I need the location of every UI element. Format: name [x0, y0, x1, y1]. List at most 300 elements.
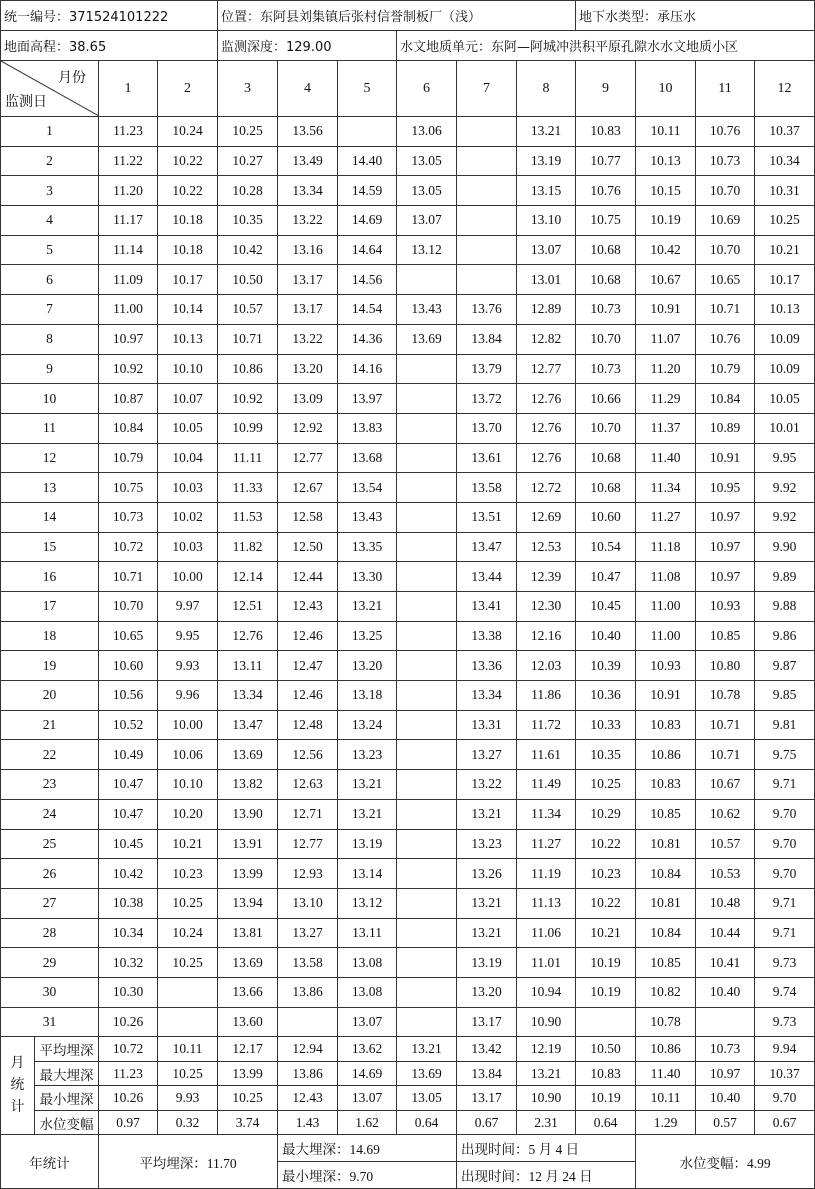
day-label: 27 [1, 888, 99, 918]
depth-cell: 10.15 [636, 176, 696, 206]
depth-cell: 10.86 [636, 740, 696, 770]
stat-cell: 13.21 [517, 1061, 576, 1086]
depth-cell: 14.64 [338, 235, 397, 265]
depth-cell: 12.76 [517, 413, 576, 443]
depth-cell: 10.57 [218, 295, 278, 325]
day-label: 3 [1, 176, 99, 206]
depth-cell [397, 740, 457, 770]
depth-cell [457, 265, 517, 295]
depth-cell: 9.81 [755, 710, 815, 740]
table-row [1, 146, 815, 176]
annual-max: 最大埋深：14.69 [278, 1135, 457, 1162]
table-row [1, 206, 815, 236]
depth-cell: 13.72 [457, 384, 517, 414]
depth-cell: 10.71 [696, 295, 755, 325]
depth-cell: 10.23 [158, 859, 218, 889]
table-row [1, 443, 815, 473]
depth-cell: 10.84 [636, 918, 696, 948]
stat-cell: 13.86 [278, 1061, 338, 1086]
depth-cell: 14.16 [338, 354, 397, 384]
day-label: 8 [1, 324, 99, 354]
depth-cell: 13.20 [338, 651, 397, 681]
day-label: 25 [1, 829, 99, 859]
depth-cell: 13.21 [457, 888, 517, 918]
stat-cell: 12.94 [278, 1037, 338, 1062]
depth-cell [397, 592, 457, 622]
depth-cell: 11.40 [636, 443, 696, 473]
depth-cell: 13.22 [278, 206, 338, 236]
depth-cell: 12.76 [517, 443, 576, 473]
depth-cell: 10.24 [158, 117, 218, 147]
depth-cell: 13.27 [278, 918, 338, 948]
depth-cell: 13.94 [218, 888, 278, 918]
depth-cell: 13.34 [278, 176, 338, 206]
day-label: 4 [1, 206, 99, 236]
depth-cell: 13.07 [517, 235, 576, 265]
depth-cell: 10.47 [99, 799, 158, 829]
stat-cell: 10.26 [99, 1086, 158, 1111]
depth-cell: 13.17 [278, 265, 338, 295]
groundwater-type: 地下水类型：承压水 [576, 1, 815, 31]
depth-cell: 11.86 [517, 681, 576, 711]
depth-cell: 10.85 [636, 948, 696, 978]
month-header-row [1, 61, 815, 117]
depth-cell: 13.19 [517, 146, 576, 176]
depth-cell: 13.21 [457, 799, 517, 829]
depth-cell: 13.22 [457, 770, 517, 800]
depth-cell: 10.97 [99, 324, 158, 354]
table-row [1, 502, 815, 532]
day-label: 22 [1, 740, 99, 770]
stat-cell: 10.83 [576, 1061, 636, 1086]
depth-cell: 13.86 [278, 977, 338, 1007]
stat-label: 平均埋深 [35, 1037, 99, 1062]
depth-cell: 11.34 [636, 473, 696, 503]
depth-cell: 10.83 [636, 770, 696, 800]
stat-cell: 13.69 [397, 1061, 457, 1086]
depth-cell: 9.75 [755, 740, 815, 770]
depth-cell: 9.73 [755, 1007, 815, 1037]
stat-cell: 9.94 [755, 1037, 815, 1062]
depth-cell: 9.93 [158, 651, 218, 681]
depth-cell: 10.28 [218, 176, 278, 206]
day-label: 6 [1, 265, 99, 295]
depth-cell: 13.12 [397, 235, 457, 265]
depth-cell: 10.02 [158, 502, 218, 532]
depth-cell: 11.27 [636, 502, 696, 532]
depth-cell: 11.09 [99, 265, 158, 295]
depth-cell: 14.69 [338, 206, 397, 236]
depth-cell: 9.71 [755, 918, 815, 948]
table-row [1, 265, 815, 295]
depth-cell: 12.56 [278, 740, 338, 770]
depth-cell: 12.50 [278, 532, 338, 562]
depth-cell: 9.70 [755, 829, 815, 859]
depth-cell: 10.41 [696, 948, 755, 978]
depth-cell: 10.84 [99, 413, 158, 443]
depth-cell: 13.11 [218, 651, 278, 681]
depth-cell: 13.25 [338, 621, 397, 651]
depth-cell: 12.77 [278, 829, 338, 859]
depth-cell: 14.54 [338, 295, 397, 325]
depth-cell [397, 413, 457, 443]
depth-cell [457, 235, 517, 265]
depth-cell [278, 1007, 338, 1037]
monthly-stat-row [1, 1037, 815, 1062]
depth-cell: 13.83 [338, 413, 397, 443]
depth-cell: 11.53 [218, 502, 278, 532]
table-row [1, 176, 815, 206]
depth-cell: 13.14 [338, 859, 397, 889]
depth-cell: 10.60 [576, 502, 636, 532]
depth-cell: 13.70 [457, 413, 517, 443]
stat-cell: 10.97 [696, 1061, 755, 1086]
depth-cell: 13.58 [278, 948, 338, 978]
depth-cell: 11.13 [517, 888, 576, 918]
depth-cell: 10.07 [158, 384, 218, 414]
depth-cell: 10.70 [696, 176, 755, 206]
depth-cell: 10.72 [99, 532, 158, 562]
depth-cell: 12.77 [517, 354, 576, 384]
depth-cell: 10.42 [99, 859, 158, 889]
depth-cell: 10.40 [696, 977, 755, 1007]
depth-cell: 9.71 [755, 770, 815, 800]
depth-cell: 10.71 [696, 740, 755, 770]
corner-header-cell [1, 61, 99, 117]
depth-cell: 10.73 [576, 295, 636, 325]
depth-cell: 13.90 [218, 799, 278, 829]
stat-cell: 9.70 [755, 1086, 815, 1111]
table-row [1, 829, 815, 859]
depth-cell: 11.20 [99, 176, 158, 206]
depth-cell: 13.44 [457, 562, 517, 592]
depth-cell: 13.21 [457, 918, 517, 948]
table-row [1, 473, 815, 503]
depth-cell: 9.96 [158, 681, 218, 711]
depth-cell: 11.19 [517, 859, 576, 889]
depth-cell [397, 502, 457, 532]
depth-cell: 10.91 [636, 681, 696, 711]
depth-cell: 10.00 [158, 562, 218, 592]
stat-cell: 14.69 [338, 1061, 397, 1086]
depth-cell: 14.56 [338, 265, 397, 295]
depth-cell: 13.69 [218, 740, 278, 770]
depth-cell: 12.14 [218, 562, 278, 592]
day-label: 26 [1, 859, 99, 889]
depth-cell: 10.84 [636, 859, 696, 889]
depth-cell: 10.13 [636, 146, 696, 176]
depth-cell: 13.68 [338, 443, 397, 473]
depth-cell: 10.03 [158, 473, 218, 503]
depth-cell: 10.60 [99, 651, 158, 681]
depth-cell: 10.78 [636, 1007, 696, 1037]
depth-cell: 13.61 [457, 443, 517, 473]
stat-cell: 0.97 [99, 1110, 158, 1135]
depth-cell: 11.27 [517, 829, 576, 859]
depth-cell: 11.06 [517, 918, 576, 948]
depth-cell: 11.61 [517, 740, 576, 770]
depth-cell: 10.19 [636, 206, 696, 236]
month-header-2: 2 [158, 61, 218, 117]
depth-cell: 10.62 [696, 799, 755, 829]
depth-cell: 10.68 [576, 265, 636, 295]
depth-cell: 12.82 [517, 324, 576, 354]
depth-cell: 10.49 [99, 740, 158, 770]
depth-cell: 13.07 [397, 206, 457, 236]
day-label: 16 [1, 562, 99, 592]
day-label: 5 [1, 235, 99, 265]
depth-cell: 10.50 [218, 265, 278, 295]
depth-cell: 13.16 [278, 235, 338, 265]
depth-cell: 13.79 [457, 354, 517, 384]
depth-cell: 9.74 [755, 977, 815, 1007]
depth-cell: 13.58 [457, 473, 517, 503]
depth-cell: 13.82 [218, 770, 278, 800]
month-header-9: 9 [576, 61, 636, 117]
depth-cell: 10.24 [158, 918, 218, 948]
table-row [1, 592, 815, 622]
depth-cell: 10.78 [696, 681, 755, 711]
stat-cell: 13.42 [457, 1037, 517, 1062]
stat-cell: 13.84 [457, 1061, 517, 1086]
depth-cell: 10.80 [696, 651, 755, 681]
depth-cell: 9.92 [755, 502, 815, 532]
depth-cell: 10.25 [218, 117, 278, 147]
depth-cell: 13.23 [457, 829, 517, 859]
depth-cell: 10.23 [576, 859, 636, 889]
annual-min: 最小埋深：9.70 [278, 1162, 457, 1189]
depth-cell: 11.01 [517, 948, 576, 978]
depth-cell: 10.04 [158, 443, 218, 473]
depth-cell: 11.14 [99, 235, 158, 265]
depth-cell: 10.22 [576, 829, 636, 859]
depth-cell: 13.41 [457, 592, 517, 622]
stat-cell: 0.32 [158, 1110, 218, 1135]
stat-cell: 9.93 [158, 1086, 218, 1111]
depth-cell: 13.20 [457, 977, 517, 1007]
depth-cell: 14.59 [338, 176, 397, 206]
depth-cell [696, 1007, 755, 1037]
depth-cell: 12.48 [278, 710, 338, 740]
monitoring-depth: 监测深度：129.00 [218, 31, 397, 61]
depth-cell: 11.37 [636, 413, 696, 443]
stat-cell: 1.29 [636, 1110, 696, 1135]
depth-cell: 12.71 [278, 799, 338, 829]
depth-cell: 10.26 [99, 1007, 158, 1037]
depth-cell: 10.77 [576, 146, 636, 176]
depth-cell: 13.22 [278, 324, 338, 354]
depth-cell: 12.76 [218, 621, 278, 651]
depth-cell [397, 710, 457, 740]
depth-cell: 13.81 [218, 918, 278, 948]
depth-cell [397, 977, 457, 1007]
depth-cell: 10.75 [99, 473, 158, 503]
depth-cell: 10.37 [755, 117, 815, 147]
depth-cell: 10.10 [158, 354, 218, 384]
table-row [1, 918, 815, 948]
table-row [1, 888, 815, 918]
depth-cell: 10.97 [696, 562, 755, 592]
day-label: 14 [1, 502, 99, 532]
day-label: 7 [1, 295, 99, 325]
depth-cell: 14.40 [338, 146, 397, 176]
depth-cell: 13.15 [517, 176, 576, 206]
depth-cell: 13.21 [338, 770, 397, 800]
monthly-stat-row [1, 1110, 815, 1135]
depth-cell: 10.09 [755, 354, 815, 384]
monthly-stats-group-label [1, 1037, 35, 1135]
depth-cell: 11.11 [218, 443, 278, 473]
depth-cell [397, 859, 457, 889]
depth-cell: 13.26 [457, 859, 517, 889]
depth-cell: 10.11 [636, 117, 696, 147]
depth-cell: 10.34 [755, 146, 815, 176]
table-row [1, 770, 815, 800]
depth-cell [397, 918, 457, 948]
month-header-6: 6 [397, 61, 457, 117]
depth-cell [338, 117, 397, 147]
depth-cell: 10.76 [696, 117, 755, 147]
table-row [1, 562, 815, 592]
depth-cell: 10.82 [636, 977, 696, 1007]
depth-cell: 13.08 [338, 977, 397, 1007]
depth-cell [158, 1007, 218, 1037]
depth-cell: 10.52 [99, 710, 158, 740]
depth-cell: 10.17 [755, 265, 815, 295]
table-row [1, 354, 815, 384]
depth-cell: 11.08 [636, 562, 696, 592]
stat-cell: 10.11 [158, 1037, 218, 1062]
depth-cell: 11.49 [517, 770, 576, 800]
stat-cell: 10.25 [218, 1086, 278, 1111]
depth-cell: 12.69 [517, 502, 576, 532]
depth-cell: 10.56 [99, 681, 158, 711]
depth-cell: 10.89 [696, 413, 755, 443]
depth-cell: 10.70 [576, 324, 636, 354]
depth-cell: 10.81 [636, 829, 696, 859]
day-label: 23 [1, 770, 99, 800]
depth-cell: 13.69 [218, 948, 278, 978]
depth-cell: 13.23 [338, 740, 397, 770]
depth-cell: 9.86 [755, 621, 815, 651]
stat-cell: 13.62 [338, 1037, 397, 1062]
depth-cell: 10.71 [218, 324, 278, 354]
depth-cell: 13.21 [338, 592, 397, 622]
depth-cell: 13.66 [218, 977, 278, 1007]
depth-cell: 11.22 [99, 146, 158, 176]
monthly-stat-row [1, 1061, 815, 1086]
depth-cell: 10.03 [158, 532, 218, 562]
day-label: 30 [1, 977, 99, 1007]
annual-mean: 平均埋深：11.70 [99, 1135, 278, 1189]
depth-cell: 10.73 [99, 502, 158, 532]
depth-cell: 10.19 [576, 948, 636, 978]
depth-cell: 10.10 [158, 770, 218, 800]
depth-cell: 11.00 [636, 621, 696, 651]
monthly-stat-row [1, 1086, 815, 1111]
depth-cell: 13.20 [278, 354, 338, 384]
month-header-10: 10 [636, 61, 696, 117]
depth-cell: 10.87 [99, 384, 158, 414]
table-row [1, 651, 815, 681]
depth-cell: 9.92 [755, 473, 815, 503]
depth-cell: 11.00 [99, 295, 158, 325]
depth-cell: 10.79 [696, 354, 755, 384]
depth-cell: 10.34 [99, 918, 158, 948]
stat-cell: 10.90 [517, 1086, 576, 1111]
day-label: 24 [1, 799, 99, 829]
depth-cell: 13.34 [218, 681, 278, 711]
depth-cell: 13.17 [457, 1007, 517, 1037]
depth-cell: 12.30 [517, 592, 576, 622]
depth-cell: 12.03 [517, 651, 576, 681]
month-header-7: 7 [457, 61, 517, 117]
hydrogeologic-unit: 水文地质单元：东阿—阿城冲洪积平原孔隙水水文地质小区 [397, 31, 815, 61]
depth-cell: 10.93 [636, 651, 696, 681]
table-row [1, 235, 815, 265]
depth-cell: 10.47 [576, 562, 636, 592]
annual-row-1 [1, 1135, 815, 1162]
depth-cell [397, 384, 457, 414]
day-label: 12 [1, 443, 99, 473]
depth-cell: 10.18 [158, 206, 218, 236]
depth-cell [457, 206, 517, 236]
depth-cell: 9.73 [755, 948, 815, 978]
depth-cell: 12.92 [278, 413, 338, 443]
depth-cell: 13.12 [338, 888, 397, 918]
day-label: 19 [1, 651, 99, 681]
depth-cell: 10.76 [696, 324, 755, 354]
annual-label: 年统计 [1, 1135, 99, 1189]
depth-cell: 10.71 [99, 562, 158, 592]
depth-cell: 13.47 [457, 532, 517, 562]
depth-cell: 11.07 [636, 324, 696, 354]
table-row [1, 621, 815, 651]
depth-cell: 10.22 [576, 888, 636, 918]
depth-cell: 13.21 [517, 117, 576, 147]
depth-cell: 11.17 [99, 206, 158, 236]
depth-cell: 10.97 [696, 502, 755, 532]
day-label: 13 [1, 473, 99, 503]
depth-cell: 10.27 [218, 146, 278, 176]
depth-cell [397, 473, 457, 503]
day-label: 10 [1, 384, 99, 414]
depth-cell: 13.97 [338, 384, 397, 414]
depth-cell: 12.51 [218, 592, 278, 622]
depth-cell: 13.56 [278, 117, 338, 147]
depth-cell: 13.24 [338, 710, 397, 740]
depth-cell: 10.00 [158, 710, 218, 740]
depth-cell: 10.65 [696, 265, 755, 295]
depth-cell: 13.51 [457, 502, 517, 532]
day-axis-label: 监测日 [5, 95, 47, 110]
table-row [1, 859, 815, 889]
depth-cell: 13.10 [517, 206, 576, 236]
stat-cell: 10.25 [158, 1061, 218, 1086]
depth-cell: 10.42 [218, 235, 278, 265]
depth-cell: 13.08 [338, 948, 397, 978]
depth-cell: 12.53 [517, 532, 576, 562]
depth-cell: 10.75 [576, 206, 636, 236]
depth-cell [397, 354, 457, 384]
depth-cell: 10.85 [636, 799, 696, 829]
depth-cell: 10.66 [576, 384, 636, 414]
depth-cell: 10.33 [576, 710, 636, 740]
depth-cell: 10.35 [576, 740, 636, 770]
depth-cell: 10.99 [218, 413, 278, 443]
depth-cell: 10.93 [696, 592, 755, 622]
depth-cell: 12.39 [517, 562, 576, 592]
